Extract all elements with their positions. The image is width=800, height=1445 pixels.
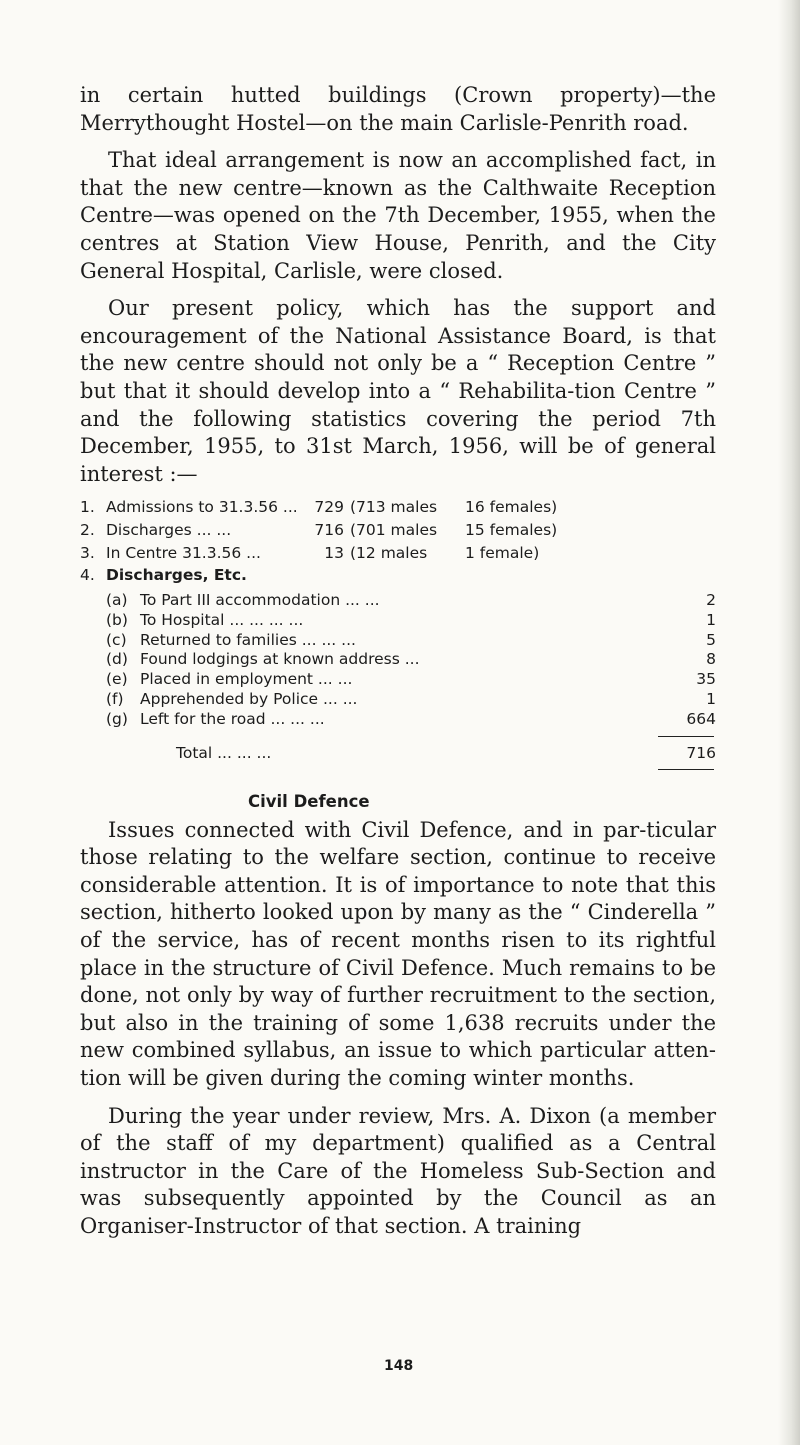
stat-males: (701 males [350, 521, 438, 539]
discharge-row [106, 631, 716, 651]
stat-females: 1 female) [465, 543, 540, 562]
total-rule-bottom [658, 769, 714, 770]
stat-label: Discharges ... ... [106, 521, 232, 539]
stat-females: 16 females) [465, 498, 558, 517]
stat-row [80, 521, 716, 544]
discharge-key: (g) [106, 709, 128, 728]
discharge-text: Left for the road ... ... ... [140, 709, 325, 728]
discharge-text: To Part III accommodation ... ... [140, 591, 380, 610]
discharge-value: 1 [706, 610, 716, 629]
discharges-list [106, 591, 716, 730]
discharge-key: (b) [106, 610, 128, 629]
paragraph-calthwaite: That ideal arrangement is now an accomplished fact, in that the new centre—known as the Calthwaite Reception Centre—was opened on the 7th December, 1955, when the centres at Station View House, Penrith, and the City General Hospital, Carlisle, were closed. [80, 148, 716, 283]
total-value: 716 [686, 743, 716, 762]
discharge-key: (e) [106, 670, 128, 689]
stat-total: 729 [314, 498, 344, 517]
discharges-heading: Discharges, Etc. [106, 566, 247, 585]
discharge-value: 8 [706, 650, 716, 669]
discharge-key: (c) [106, 630, 127, 649]
section-heading-civil-defence: Civil Defence [248, 791, 370, 811]
discharge-text: To Hospital ... ... ... ... [140, 610, 304, 629]
stat-number: 4. [80, 566, 95, 585]
stat-number: 2. [80, 521, 95, 539]
discharge-text: Placed in employment ... ... [140, 670, 353, 689]
stat-number: 3. [80, 543, 95, 562]
stat-number: 1. [80, 498, 95, 517]
stat-label: In Centre 31.3.56 ... [106, 543, 261, 562]
stat-row [80, 498, 716, 521]
stat-total: 716 [314, 521, 344, 539]
discharge-row [106, 670, 716, 690]
discharge-text: Apprehended by Police ... ... [140, 690, 358, 709]
discharge-value: 1 [706, 690, 716, 709]
discharge-value: 664 [686, 709, 716, 728]
discharge-value: 2 [706, 591, 716, 610]
discharge-value: 5 [706, 630, 716, 649]
total-label: Total ... ... ... [176, 743, 272, 762]
paragraph-civil-defence: Issues connected with Civil Defence, and in par-ticular those relating to the welfare section, continue to receive considerable attention. It is of importance to note that this section, hitherto looked upon by many as the “ Cinderella ” of the service, has of recent months risen to its rightful place in the structure of Civil Defence. Much remains to be done, not only by way of further recruitment to the section, but also in the training of some 1,638 recruits under the new combined syllabus, an issue to which particular atten-tion will be given during the coming winter months. [80, 817, 716, 1090]
discharge-text: Returned to families ... ... ... [140, 630, 356, 649]
stat-males: (12 males [350, 543, 428, 562]
discharge-row [106, 690, 716, 710]
page-number: 148 [384, 1358, 414, 1374]
document-page [80, 82, 716, 1251]
discharge-key: (d) [106, 650, 128, 669]
stat-row [80, 544, 716, 567]
discharge-row [106, 591, 716, 611]
total-row [106, 737, 716, 769]
stat-label: Admissions to 31.3.56 ... [106, 498, 298, 517]
discharges-heading-row [80, 566, 716, 589]
stat-males: (713 males [350, 498, 438, 517]
paragraph-dixon: During the year under review, Mrs. A. Dixon (a member of the staff of my department) qualified as a Central instructor in the Care of the Homeless Sub-Section and was subsequently appointed by the Council as an Organiser-Instructor of that section. A training [80, 1103, 716, 1238]
paragraph-continuation: in certain hutted buildings (Crown property)—the Merrythought Hostel—on the main Carlisle-Penrith road. [80, 83, 716, 135]
discharge-row [106, 650, 716, 670]
discharge-key: (f) [106, 690, 124, 709]
statistics-list [80, 498, 716, 769]
stat-females: 15 females) [465, 521, 558, 539]
discharge-row [106, 710, 716, 730]
discharge-row [106, 611, 716, 631]
discharge-text: Found lodgings at known address ... [140, 650, 420, 669]
discharge-value: 35 [696, 670, 716, 689]
discharge-key: (a) [106, 591, 128, 610]
page-edge-shadow [778, 0, 800, 1445]
stat-total: 13 [324, 543, 344, 562]
paragraph-policy: Our present policy, which has the support and encouragement of the National Assistance Board, is that the new centre should not only be a “ Reception Centre ” but that it should develop into a “ Rehabilita-tion Centre ” and the following statistics covering the period 7th December, 1955, to 31st March, 1956, will be of general interest :— [80, 296, 716, 486]
